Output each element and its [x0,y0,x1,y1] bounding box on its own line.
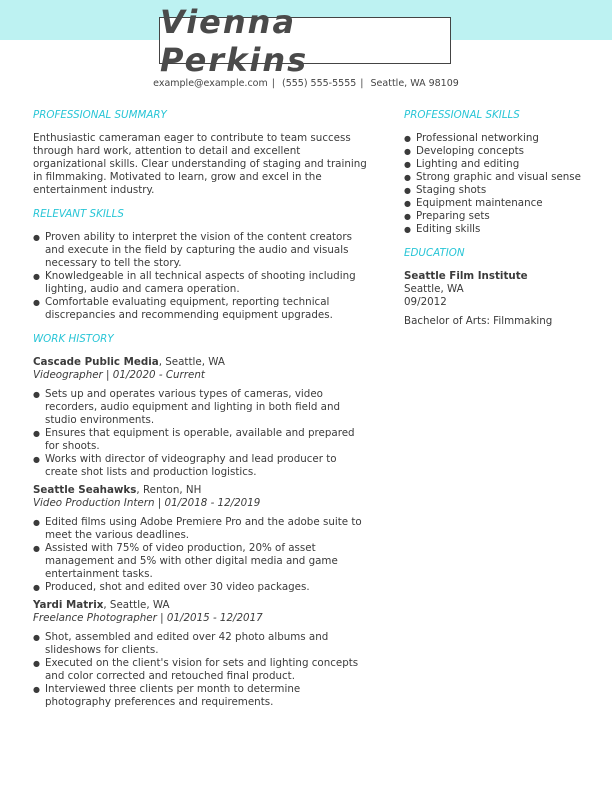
education-degree: Bachelor of Arts: Filmmaking [404,315,553,327]
contact-line [0,78,612,89]
education-entry [404,270,589,328]
summary-title: PROFESSIONAL SUMMARY [33,109,167,121]
contact-email: example@example.com [153,78,268,89]
summary-text: Enthusiastic cameraman eager to contribute to team success through hard work, attention to detail and excellent organizational skills. Clear understanding of staging and training in filmmaking. Motivated to learn, grow and excel in the entertainment industry. [33,132,367,196]
job-bullet: ● Executed on the client's vision for sets and lighting concepts and color corrected and retouched final product. [33,657,369,683]
job-location: , Seattle, WA [103,599,170,611]
job-header [33,599,369,612]
job-bullets [33,631,369,709]
job-employer: Cascade Public Media [33,356,159,368]
job-header [33,356,369,369]
professional-skill-item: ● Editing skills [404,223,589,236]
work-history-title: WORK HISTORY [33,333,114,345]
professional-skill-item: ● Equipment maintenance [404,197,589,210]
contact-separator: | [271,78,275,89]
professional-skill-item: ● Preparing sets [404,210,589,223]
contact-separator: | [360,78,364,89]
professional-skill-item: ● Professional networking [404,132,589,145]
job-role-dates: Video Production Intern | 01/2018 - 12/2019 [33,497,261,509]
relevant-skill-item: ● Comfortable evaluating equipment, reporting technical discrepancies and recommending equipment upgrades. [33,296,369,322]
professional-skill-item: ● Staging shots [404,184,589,197]
job-bullet: ● Produced, shot and edited over 30 video packages. [33,581,369,594]
job-location: , Seattle, WA [158,356,225,368]
job-role-dates: Videographer | 01/2020 - Current [33,369,205,381]
job-bullet: ● Assisted with 75% of video production, 20% of asset management and 5% with other digital media and game entertainment tasks. [33,542,369,581]
professional-skills-list [404,132,589,236]
job-bullet: ● Shot, assembled and edited over 42 photo albums and slideshows for clients. [33,631,369,657]
education-title: EDUCATION [404,247,465,259]
professional-skill-item: ● Lighting and editing [404,158,589,171]
job-bullet: ● Ensures that equipment is operable, available and prepared for shoots. [33,427,369,453]
right-column [404,109,589,328]
job-role-dates: Freelance Photographer | 01/2015 - 12/2017 [33,612,263,624]
relevant-skills-title: RELEVANT SKILLS [33,208,124,220]
job-bullets [33,388,369,479]
job-bullet: ● Sets up and operates various types of cameras, video recorders, audio equipment and lighting in both field and studio environments. [33,388,369,427]
name-box [159,2,451,79]
job-bullet: ● Edited films using Adobe Premiere Pro and the adobe suite to meet the various deadlines. [33,516,369,542]
job-bullets [33,516,369,594]
education-date: 09/2012 [404,296,447,308]
job-entry [33,356,369,479]
job-location: , Renton, NH [136,484,202,496]
education-school: Seattle Film Institute [404,270,528,282]
job-employer: Seattle Seahawks [33,484,137,496]
professional-skills-title: PROFESSIONAL SKILLS [404,109,520,121]
job-entry [33,484,369,594]
relevant-skill-item: ● Proven ability to interpret the vision of the content creators and execute in the field by capturing the audio and visuals necessary to tell the story. [33,231,369,270]
education-location: Seattle, WA [404,283,464,295]
relevant-skill-item: ● Knowledgeable in all technical aspects of shooting including lighting, audio and camera operation. [33,270,369,296]
job-entry [33,599,369,709]
contact-phone: (555) 555-5555 [281,78,357,89]
job-header [33,484,369,497]
left-column [33,109,369,709]
professional-skill-item: ● Developing concepts [404,145,589,158]
job-bullet: ● Works with director of videography and lead producer to create shot lists and production logistics. [33,453,369,479]
contact-location: Seattle, WA 98109 [370,78,459,89]
candidate-name: Vienna Perkins [160,2,309,79]
professional-skill-item: ● Strong graphic and visual sense [404,171,589,184]
relevant-skills-list [33,231,369,322]
job-employer: Yardi Matrix [33,599,104,611]
job-bullet: ● Interviewed three clients per month to determine photography preferences and requirements. [33,683,369,709]
